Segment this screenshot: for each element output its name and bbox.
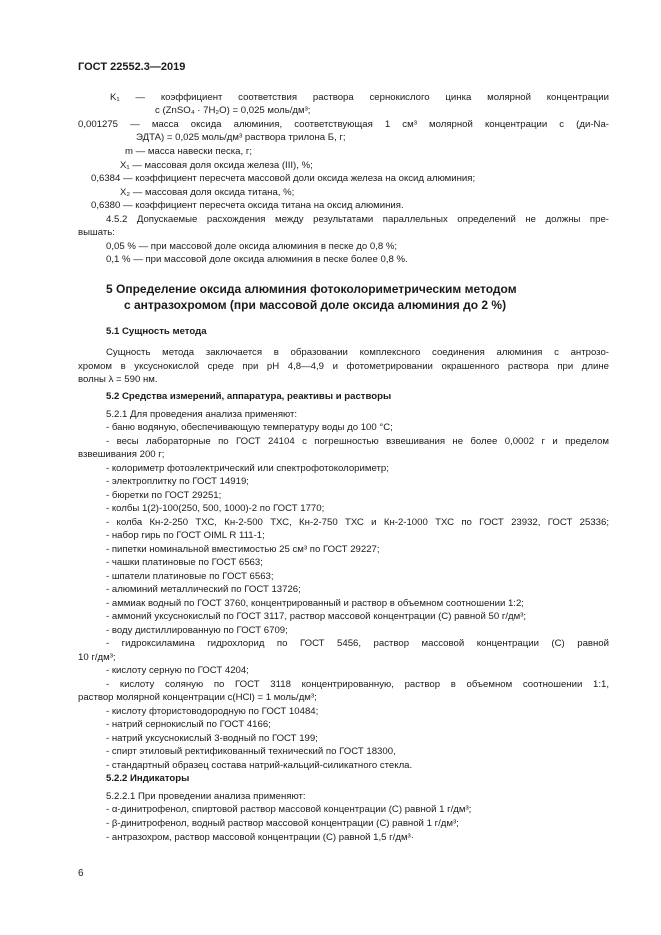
- clause-452-cont: вышать:: [78, 227, 115, 238]
- list-item: - воду дистиллированную по ГОСТ 6709;: [106, 625, 288, 636]
- document-header: ГОСТ 22552.3—2019: [78, 61, 186, 73]
- list-item: - кислоту серную по ГОСТ 4204;: [106, 665, 249, 676]
- list-item: - колбы 1(2)-100(250, 500, 1000)-2 по ГОСТ 1770;: [106, 503, 325, 514]
- mass-0001275-definition-cont: ЭДТА) = 0,025 моль/дм³ раствора трилона Б, г;: [136, 132, 346, 143]
- list-item: - чашки платиновые по ГОСТ 6563;: [106, 557, 263, 568]
- list-item: - набор гирь по ГОСТ OIML R 111-1;: [106, 530, 265, 541]
- list-item: - натрий сернокислый по ГОСТ 4166;: [106, 719, 271, 730]
- coef-06380-definition: 0,6380 — коэффициент пересчета оксида титана на оксид алюминия.: [91, 200, 404, 211]
- list-item: - колориметр фотоэлектрический или спектрофотоколориметр;: [106, 463, 389, 474]
- s521-intro: 5.2.1 Для проведения анализа применяют:: [106, 409, 298, 420]
- list-item: - антразохром, раствор массовой концентрации (С) равной 1,5 г/дм³·: [106, 832, 414, 843]
- list-item: - β-динитрофенол, водный раствор массовой концентрации (С) равной 1 г/дм³;: [106, 818, 459, 829]
- list-item: - α-динитрофенол, спиртовой раствор массовой концентрации (С) равной 1 г/дм³;: [106, 804, 472, 815]
- list-item-cont: 10 г/дм³;: [78, 652, 116, 663]
- list-item: - спирт этиловый ректификованный технический по ГОСТ 18300,: [106, 746, 396, 757]
- list-item: - натрий уксуснокислый 3-водный по ГОСТ 199;: [106, 733, 318, 744]
- mass-0001275-definition: 0,001275 — масса оксида алюминия, соответствующая 1 см³ молярной концентрации c (ди-Na-: [78, 119, 609, 130]
- section-51-heading: 5.1 Сущность метода: [106, 326, 207, 337]
- section-5-title-cont: с антразохромом (при массовой доле оксида алюминия до 2 %): [124, 298, 507, 312]
- list-item: - пипетки номинальной вместимостью 25 см³ по ГОСТ 29227;: [106, 544, 380, 555]
- list-item: - шпатели платиновые по ГОСТ 6563;: [106, 571, 274, 582]
- list-item: - алюминий металлический по ГОСТ 13726;: [106, 584, 301, 595]
- section-522-heading: 5.2.2 Индикаторы: [106, 773, 190, 784]
- list-item: - электроплитку по ГОСТ 14919;: [106, 476, 249, 487]
- section-5-title: 5 Определение оксида алюминия фотоколориметрическим методом: [106, 282, 517, 296]
- m-definition: m — масса навески песка, г;: [125, 146, 252, 157]
- section-52-heading: 5.2 Средства измерений, аппаратура, реактивы и растворы: [106, 391, 392, 402]
- list-item: - колба Кн-2-250 ТХС, Кн-2-500 ТХС, Кн-2-750 ТХС и Кн-2-1000 ТХС по ГОСТ 23932, ГОСТ 25336;: [106, 517, 609, 528]
- list-item: - бюретки по ГОСТ 29251;: [106, 490, 222, 501]
- s5221-intro: 5.2.2.1 При проведении анализа применяют:: [106, 791, 306, 802]
- list-item: - весы лабораторные по ГОСТ 24104 с погрешностью взвешивания не более 0,0002 г и пределом: [106, 436, 609, 447]
- x1-definition: X₁ — массовая доля оксида железа (III), %;: [120, 160, 313, 171]
- list-item: - баню водяную, обеспечивающую температуру воды до 100 °С;: [106, 422, 393, 433]
- list-item: - гидроксиламина гидрохлорид по ГОСТ 5456, раствор массовой концентрации (С) равной: [106, 638, 609, 649]
- s51-text-3: волны λ = 590 нм.: [78, 374, 158, 385]
- list-item-cont: взвешивания 200 г;: [78, 449, 165, 460]
- list-item: - кислоту фтористоводородную по ГОСТ 10484;: [106, 706, 319, 717]
- clause-452: 4.5.2 Допускаемые расхождения между результатами параллельных определений не должны пре-: [106, 214, 609, 225]
- x2-definition: X₂ — массовая доля оксида титана, %;: [120, 187, 295, 198]
- list-item-cont: раствор молярной концентрации c(HCl) = 1 моль/дм³;: [78, 692, 317, 703]
- list-item: - стандартный образец состава натрий-кальций-силикатного стекла.: [106, 760, 413, 771]
- k1-definition-cont: c (ZnSO₄ · 7H₂O) = 0,025 моль/дм³;: [155, 105, 311, 116]
- list-item: - аммиак водный по ГОСТ 3760, концентрированный и раствор в объемном соотношении 1:2;: [106, 598, 524, 609]
- coef-06384-definition: 0,6384 — коэффициент пересчета массовой доли оксида железа на оксид алюминия;: [91, 173, 476, 184]
- s51-text-2: хромом в уксуснокислой среде при рН 4,8—4,9 и фотометрировании окрашенного раствора при длине: [78, 361, 609, 372]
- list-item: - аммоний уксуснокислый по ГОСТ 3117, раствор массовой концентрации (С) равной 50 г/дм³;: [106, 611, 527, 622]
- s51-text-1: Сущность метода заключается в образовании комплексного соединения алюминия с антрозо-: [106, 347, 609, 358]
- list-item: - кислоту соляную по ГОСТ 3118 концентрированную, раствор в объемном соотношении 1:1,: [106, 679, 609, 690]
- tolerance-005: 0,05 % — при массовой доле оксида алюминия в песке до 0,8 %;: [106, 241, 398, 252]
- tolerance-01: 0,1 % — при массовой доле оксида алюминия в песке более 0,8 %.: [106, 254, 408, 265]
- page-number: 6: [78, 868, 84, 879]
- k1-definition: K₁ — коэффициент соответствия раствора сернокислого цинка молярной концентрации: [110, 92, 609, 103]
